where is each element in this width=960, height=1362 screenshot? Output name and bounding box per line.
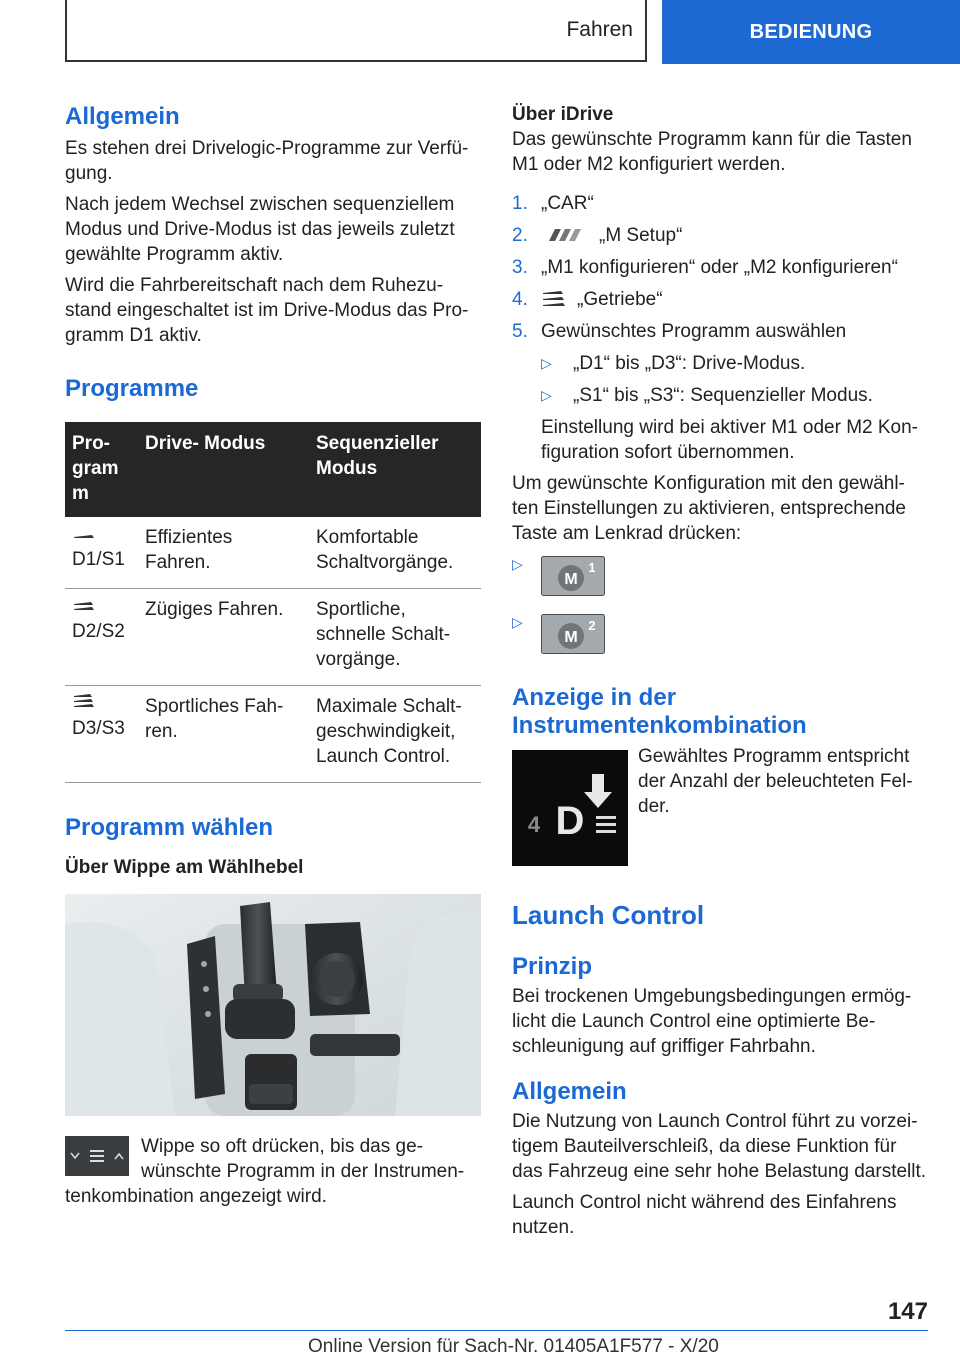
table-header-cell: Pro-gram m [65,422,138,517]
right-column [512,102,928,1246]
m1-button-icon [541,556,605,596]
header-chapter-text: BEDIENUNG [749,20,873,43]
table-row [65,517,481,589]
program-stripes-1-icon [72,525,96,543]
anzeige-text: Gewähltes Programm entspricht der Anzahl der beleuchteten Fel-der. [638,746,913,817]
wippe-instruction [65,1134,481,1209]
instrument-display-image [512,750,628,866]
table-cell-seq: Sportliche, schnelle Schalt-vorgänge. [309,589,481,686]
sub-list-text: „D1“ bis „D3“: Drive-Modus. [573,353,806,374]
table-header-cell: Sequenzieller Modus [309,422,481,517]
header-section-text: Fahren [566,18,633,41]
table-cell-program [65,517,138,589]
table-row [65,686,481,783]
table-cell-seq: Komfortable Schaltvorgänge. [309,517,481,589]
gearbox-stripes-icon [541,289,567,309]
sub-list-item [541,383,928,408]
program-code: D3/S3 [72,718,125,739]
table-cell-drive: Sportliches Fah-ren. [138,686,309,783]
list-number: 5. [512,321,528,342]
programme-table [65,422,481,783]
m2-letter: M [564,629,578,646]
list-text: „Getriebe“ [577,289,663,310]
list-item [512,191,928,216]
konfig-paragraph: Um gewünschte Konfiguration mit den gewähl-ten Einstellungen zu aktivieren, entsprechende Taste am Lenkrad drücken: [512,473,906,544]
list-text: Gewünschtes Programm auswählen [541,321,847,342]
display-letter: D [555,799,585,843]
m2-button-icon [541,614,605,654]
m1-button-item [512,556,928,596]
triangle-bullet-icon: ▷ [512,556,523,572]
table-header-row [65,422,481,517]
allgemein-paragraph-3: Wird die Fahrbereitschaft nach dem Ruhezu-stand eingeschaltet ist im Drive-Modus das Pro-gramm D1 aktiv. [65,275,469,346]
table-row [65,589,481,686]
table-cell-seq: Maximale Schalt-geschwindigkeit, Launch Control. [309,686,481,783]
sub-list-text: „S1“ bis „S3“: Sequenzieller Modus. [573,385,873,406]
page-number: 147 [887,1298,928,1325]
list-item [512,255,928,280]
table-cell-program [65,686,138,783]
table-cell-program [65,589,138,686]
einstellung-paragraph: Einstellung wird bei aktiver M1 oder M2 Kon-figuration sofort übernommen. [541,417,919,463]
wippe-subheading: Über Wippe am Wählhebel [65,857,304,878]
idrive-subheading: Über iDrive [512,104,614,125]
wippe-text: Wippe so oft drücken, bis das ge-wünschte Programm in der Instrumen-tenkombination angezeigt wird. [65,1136,465,1207]
table-cell-drive: Zügiges Fahren. [138,589,309,686]
allgemein-paragraph-2: Nach jedem Wechsel zwischen sequenziellem Modus und Drive-Modus ist das jeweils zuletzt gewählte Programm aktiv. [65,194,455,265]
triangle-bullet-icon: ▷ [541,355,552,371]
left-column [65,102,481,1209]
list-text: „M1 konfigurieren“ oder „M2 konfigurieren“ [541,257,898,278]
anzeige-heading: Anzeige in der Instrumentenkombination [512,684,807,739]
header-chapter-tab [662,0,960,64]
header-section-label [65,0,647,62]
list-item [512,319,928,344]
table-header-cell: Drive- Modus [138,422,309,517]
launch-control-heading: Launch Control [512,900,705,930]
prinzip-paragraph: Bei trockenen Umgebungsbedingungen ermög-licht die Launch Control eine optimierte Be-schleunigung auf griffiger Fahrbahn. [512,986,912,1057]
program-code: D1/S1 [72,549,125,570]
footer-divider [65,1330,928,1331]
programme-heading: Programme [65,375,199,402]
m1-digit: 1 [588,560,596,575]
programm-waehlen-heading: Programm wählen [65,814,274,841]
display-digit: 4 [527,812,541,837]
triangle-bullet-icon: ▷ [512,614,523,630]
rocker-switch-icon [65,1136,129,1176]
gear-selector-photo [65,894,481,1116]
allgemein-2-heading: Allgemein [512,1078,627,1105]
m1-letter: M [564,571,578,588]
allgemein-2-paragraph-2: Launch Control nicht während des Einfahrens nutzen. [512,1192,897,1238]
prinzip-heading: Prinzip [512,953,593,980]
list-number: 2. [512,225,528,246]
program-stripes-2-icon [72,597,96,615]
sub-list-item [541,351,928,376]
list-number: 1. [512,193,528,214]
list-item [512,287,928,312]
list-number: 3. [512,257,528,278]
footer-online-version: Online Version für Sach-Nr. 01405A1F577 - X/20 [308,1336,719,1357]
table-cell-drive: Effizientes Fahren. [138,517,309,589]
program-code: D2/S2 [72,621,125,642]
list-item [512,223,928,248]
program-stripes-3-icon [72,694,96,712]
allgemein-2-paragraph-1: Die Nutzung von Launch Control führt zu vorzei-tigem Bauteilverschleiß, da diese Funktion für das Fahrzeug eine sehr hohe Belastung darstellt. [512,1111,927,1182]
allgemein-heading: Allgemein [65,103,180,130]
idrive-paragraph: Das gewünschte Programm kann für die Tasten M1 oder M2 konfiguriert werden. [512,129,912,175]
m2-button-item [512,614,928,654]
m-stripes-icon [541,226,587,244]
list-number: 4. [512,289,528,310]
allgemein-paragraph-1: Es stehen drei Drivelogic-Programme zur Verfü-gung. [65,138,469,184]
list-text: „CAR“ [541,193,594,214]
list-text: „M Setup“ [599,225,683,246]
anzeige-block [512,746,928,866]
m2-digit: 2 [588,618,596,633]
triangle-bullet-icon: ▷ [541,387,552,403]
